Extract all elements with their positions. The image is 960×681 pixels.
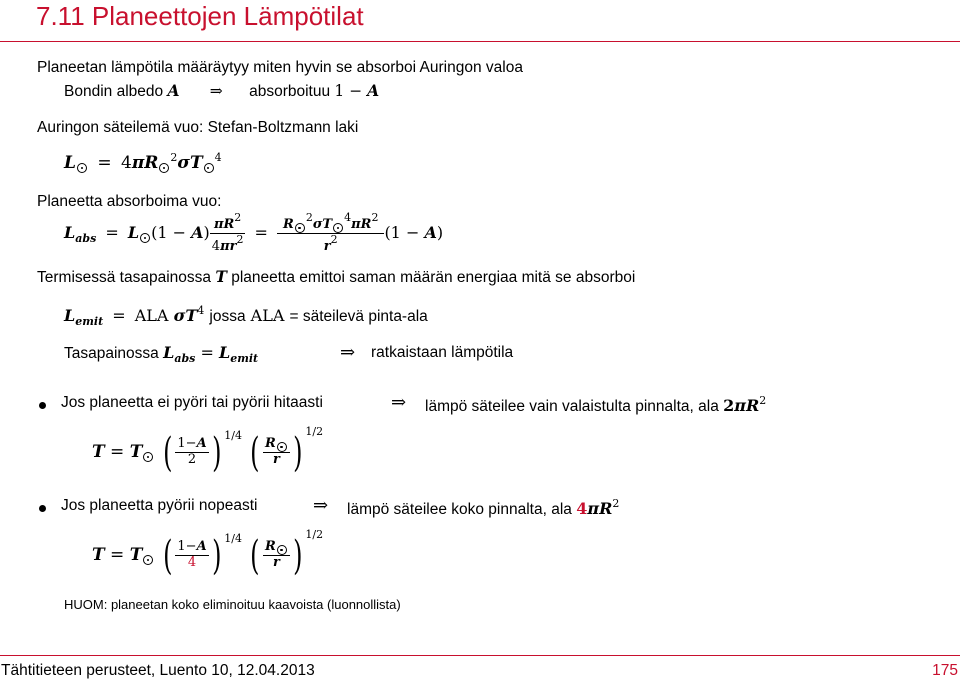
footer-rule <box>0 655 960 656</box>
bullet-icon <box>39 505 46 512</box>
sun-symbol-icon <box>159 163 169 173</box>
implies-arrow: ⇒ <box>340 342 356 363</box>
implies-arrow: ⇒ <box>209 82 223 100</box>
sun-symbol-icon <box>143 452 153 462</box>
slow-rotation-result: lämpö säteilee vain valaistulta pinnalta, ala $2\pi R^2$ <box>425 394 767 415</box>
slide-title: 7.11 Planeettojen Lämpötilat <box>36 1 364 31</box>
intro-line: Planeetan lämpötila määräytyy miten hyvin se absorboi Auringon valoa <box>37 59 523 76</box>
title-rule <box>0 41 960 42</box>
sun-symbol-icon <box>140 233 150 243</box>
sun-symbol-icon <box>333 223 343 233</box>
slow-rotation-text: Jos planeetta ei pyöri tai pyörii hitaasti <box>61 394 323 411</box>
sun-symbol-icon <box>277 545 287 555</box>
temperature-symbol: T <box>215 267 227 286</box>
bullet-icon <box>39 402 46 409</box>
sun-symbol-icon <box>277 442 287 452</box>
sun-symbol-icon <box>204 163 214 173</box>
solve-label: ratkaistaan lämpötila <box>371 344 514 361</box>
stefan-boltzmann-line: Auringon säteilemä vuo: Stefan-Boltzmann laki <box>37 119 359 136</box>
one-minus-albedo: 1 − A <box>334 81 380 100</box>
footer-course-info: Tähtitieteen perusteet, Luento 10, 12.04.2013 <box>1 662 315 679</box>
implies-arrow: ⇒ <box>391 392 407 413</box>
sun-symbol-icon <box>143 555 153 565</box>
albedo-line <box>64 81 379 101</box>
note-line: HUOM: planeetan koko eliminoituu kaavoista (luonnollista) <box>64 597 401 612</box>
equilibrium-condition: Tasapainossa $L_{abs} = L_{emit}$ <box>64 343 259 365</box>
absorbed-flux-label: Planeetta absorboima vuo: <box>37 193 222 210</box>
absorbed-luminosity-formula: $L_{abs} = L$ (1 − A) $\frac{\pi R^2}{4\pi r^2}$ = $\frac{R ^2\sigma T ^4\pi R^2}{r^2}$ (1 − A) <box>64 211 444 254</box>
fast-rotation-temperature-formula: T = T ( $\frac{1-A}{4}$ ) $^{1/4}$ ( $\frac{R}{r}$ ) $^{1/2}$ <box>92 528 324 579</box>
emitted-luminosity-formula: $L_{emit}$ = ALA $\sigma T^4$ jossa ALA = säteilevä pinta-ala <box>64 304 428 328</box>
fast-rotation-result: lämpö säteilee koko pinnalta, ala $4\pi R^2$ <box>347 497 620 518</box>
page-number: 175 <box>932 662 958 679</box>
slow-rotation-temperature-formula: T = T ( $\frac{1-A}{2}$ ) $^{1/4}$ ( $\frac{R}{r}$ ) $^{1/2}$ <box>92 425 324 476</box>
albedo-symbol: A <box>167 81 180 100</box>
fast-rotation-text: Jos planeetta pyörii nopeasti <box>61 497 258 514</box>
absorb-label: absorboituu <box>249 83 331 100</box>
implies-arrow: ⇒ <box>313 495 329 516</box>
sun-symbol-icon <box>295 223 305 233</box>
sun-symbol-icon <box>77 163 87 173</box>
equilibrium-line: Termisessä tasapainossa T planeetta emittoi saman määrän energiaa mitä se absorboi <box>37 267 636 286</box>
luminosity-formula: L = 4πR $^2$σT $^4$ <box>64 151 222 173</box>
albedo-label: Bondin albedo <box>64 83 164 100</box>
